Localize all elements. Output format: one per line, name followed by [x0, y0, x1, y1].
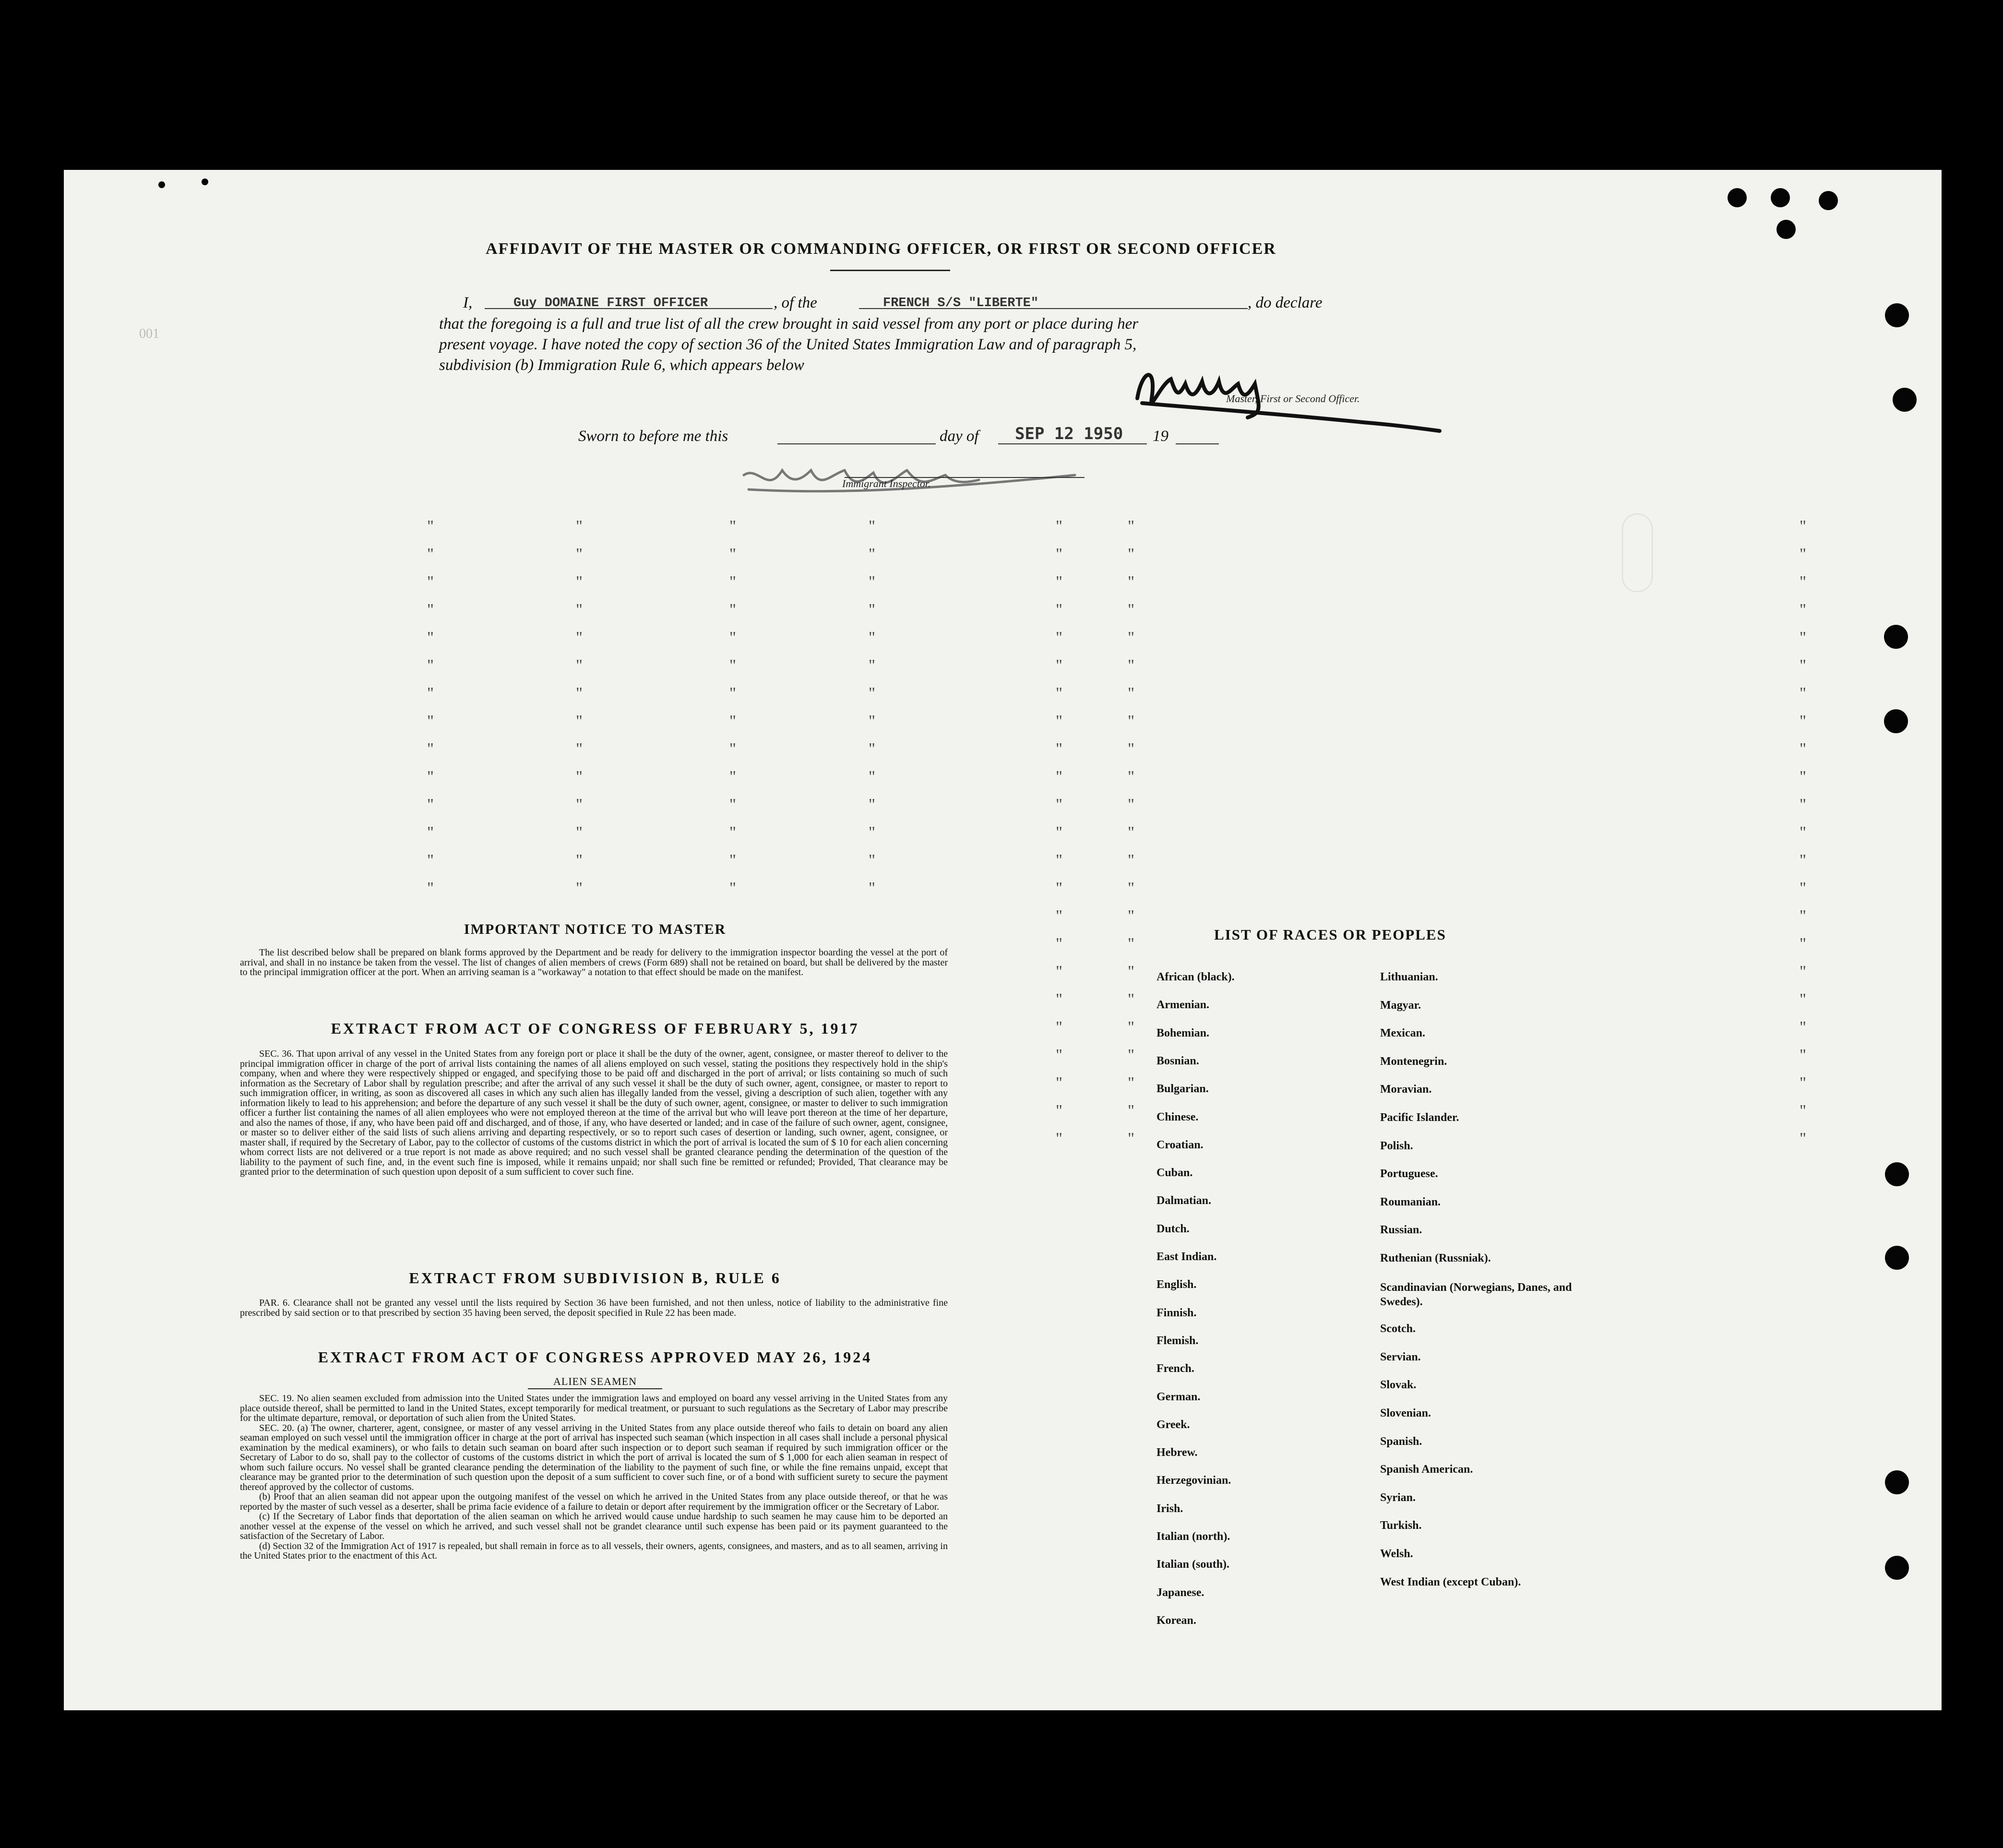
race-item: Pacific Islander. — [1380, 1111, 1459, 1124]
race-item: Hebrew. — [1156, 1446, 1198, 1459]
ditto-mark: " — [729, 879, 736, 897]
of-the-text: , of the — [774, 294, 817, 311]
ditto-mark: " — [427, 823, 434, 841]
race-item: Moravian. — [1380, 1083, 1432, 1096]
race-item: Italian (south). — [1156, 1558, 1230, 1571]
race-item: Spanish. — [1380, 1435, 1422, 1448]
ditto-mark: " — [1128, 768, 1134, 786]
ditto-mark: " — [576, 656, 583, 674]
ditto-mark: " — [1800, 1074, 1806, 1092]
ditto-mark: " — [1800, 1018, 1806, 1036]
race-item: Lithuanian. — [1380, 971, 1438, 983]
ditto-mark: " — [1800, 851, 1806, 869]
extract-rule6-title: EXTRACT FROM SUBDIVISION B, RULE 6 — [409, 1269, 781, 1287]
ditto-mark: " — [1800, 1046, 1806, 1064]
races-title: LIST OF RACES OR PEOPLES — [1214, 926, 1446, 943]
bleed-through-mark: 001 — [139, 326, 159, 341]
title-rule — [830, 270, 950, 271]
ditto-mark: " — [1056, 1102, 1062, 1120]
extract-1924-text: SEC. 19. No alien seamen excluded from admission into the United States under the immigration laws and employed on board any vessel arriving in the United States from any place outside thereof, shall be permitted to land in the United States, except temporarily for medical treatment, or pursuant to such regulations as the Secretary of Labor may prescribe for the ultimate departure, removal, or deportation of such alien from the United States. SEC. 20. (a) The owner, charterer, agent, consignee, or master of any vessel arriving in the United States from any place outside thereof who fails to detain on board any alien seaman employed on such vessel until the immigration officer in charge at the port of arrival has inspected such seaman (which inspection in all cases shall include a personal physical examination by the medical examiners), or who fails to detain such seaman on board after such inspection or to deport such seaman if required by such immigration officer or the Secretary of Labor to do so, shall pay to the collector of customs of the customs district in which the port of arrival is located the sum of $ 1,000 for each alien seaman in respect of whom such failure occurs. No vessel shall be granted clearance pending the determination of the liability to the payment of such fine, or while the fine remains unpaid, except that clearance may be granted prior to the determination of such question upon the deposit of a sum sufficient to cover such fine, or of a bond with sufficient surety to secure the payment thereof approved by the collector of customs. (b) Proof that an alien seaman did not appear upon the outgoing manifest of the vessel on which he arrived in the United States from any place outside thereof, or that he was reported by the master of such vessel as a deserter, shall be prima facie evidence of a failure to detain or deport after requirement by the immigration officer or the Secretary of Labor. (c) If the Secretary of Labor finds that deportation of the alien seaman on which he arrived would cause undue hardship to such seamen he may cause him to be deported an another vessel at the expense of the vessel on which he arrived, and such vessel shall not be grandet clearance until such expense has been paid or its payment guaranteed to the satisfaction of the Secretary of Labor. (d) Section 32 of the Immigration Act of 1917 is repealed, but shall remain in force as to all vessels, their owners, agents, consignees, and masters, and as to all seamen, arriving in the United States prior to the enactment of this Act. — [240, 1393, 948, 1561]
ditto-mark: " — [869, 656, 875, 674]
punch-hole — [1885, 303, 1909, 327]
ditto-mark: " — [1128, 1018, 1134, 1036]
race-item: Spanish American. — [1380, 1463, 1473, 1476]
sworn-text: Sworn to before me this — [578, 428, 728, 445]
race-item: Russian. — [1380, 1224, 1422, 1237]
ditto-mark: " — [1056, 907, 1062, 925]
ditto-mark: " — [1800, 907, 1806, 925]
subtitle-rule — [528, 1388, 662, 1389]
ditto-mark: " — [1800, 768, 1806, 786]
ditto-mark: " — [1800, 517, 1806, 535]
race-item: Finnish. — [1156, 1306, 1197, 1319]
ditto-mark: " — [869, 601, 875, 619]
ditto-mark: " — [729, 712, 736, 730]
race-item: Greek. — [1156, 1418, 1190, 1431]
ditto-mark: " — [729, 823, 736, 841]
ditto-mark: " — [576, 545, 583, 563]
ditto-mark: " — [1056, 601, 1062, 619]
ditto-mark: " — [1128, 1102, 1134, 1120]
ditto-mark: " — [869, 517, 875, 535]
ditto-mark: " — [576, 712, 583, 730]
race-item: Japanese. — [1156, 1586, 1204, 1599]
ditto-mark: " — [1056, 545, 1062, 563]
ditto-mark: " — [576, 879, 583, 897]
ditto-mark: " — [729, 851, 736, 869]
ditto-mark: " — [869, 740, 875, 758]
ditto-mark: " — [427, 684, 434, 702]
vessel-name: FRENCH S/S "LIBERTE" — [883, 296, 1039, 310]
ditto-mark: " — [869, 573, 875, 591]
ditto-mark: " — [1128, 573, 1134, 591]
race-item: Flemish. — [1156, 1334, 1199, 1347]
ditto-mark: " — [729, 629, 736, 646]
race-item: Scotch. — [1380, 1323, 1416, 1335]
ditto-mark: " — [427, 629, 434, 646]
ditto-mark: " — [427, 656, 434, 674]
race-item: Ruthenian (Russniak). — [1380, 1252, 1491, 1264]
ditto-mark: " — [1056, 796, 1062, 813]
extract-1917-title: EXTRACT FROM ACT OF CONGRESS OF FEBRUARY 5, 1917 — [331, 1020, 859, 1037]
ditto-mark: " — [576, 601, 583, 619]
ditto-mark: " — [1128, 601, 1134, 619]
race-item: Welsh. — [1380, 1548, 1413, 1560]
race-item: French. — [1156, 1362, 1194, 1375]
ditto-mark: " — [1128, 1046, 1134, 1064]
ditto-mark: " — [1056, 1074, 1062, 1092]
ditto-mark: " — [1056, 990, 1062, 1008]
day-fill-line — [777, 443, 936, 444]
ditto-mark: " — [1056, 935, 1062, 953]
ditto-mark: " — [869, 545, 875, 563]
race-item: Slovenian. — [1380, 1407, 1431, 1419]
ditto-mark: " — [1800, 990, 1806, 1008]
scan-speck — [158, 181, 165, 188]
race-item: Korean. — [1156, 1614, 1196, 1627]
ditto-mark: " — [576, 851, 583, 869]
extract-1917-text: SEC. 36. That upon arrival of any vessel in the United States from any foreign port or place it shall be the duty of the owner, agent, consignee, or master thereof to deliver to the principal immigration officer in charge of the port of arrival lists containing the names of all aliens employed on such vessel, stating the positions they respectively hold in the ship's company, when and where they were respectively shipped or engaged, and specifying those to be paid off and discharged in the port of arrival; or lists containing so much of such information as the Secretary of Labor shall by regulation prescribe; and after the arrival of any such vessel it shall be the duty of such owner, agent, consignee, or master to report to such immigration officer, in writing, as soon as discovered all cases in which any such alien has illegally landed from the vessel, giving a description of such alien, together with any information likely to lead to his apprehension; and before the departure of any such vessel it shall be the duty of such owner, agent, consignee, or master to deliver to such immigration officer a further list containing the names of all alien employees who were not employed thereon at the time of the arrival but who will leave port thereon at the time of her departure, and also the names of those, if any, who have been paid off and discharged, and of those, if any, who have deserted or landed; and in case of the failure of such owner, agent, consignee, or master so to deliver either of the said lists of such aliens arriving and departing respectively, or so to report such cases of desertion or landing, such owner, agent, consignee, or master shall, if required by the Secretary of Labor, pay to the collector of customs of the customs district in which the port of arrival is located the sum of $ 10 for each alien concerning whom correct lists are not delivered or a true report is not made as above required; and no such vessel shall be granted clearance pending the determination of the question of the liability to the payment of such fine, and, in the event such fine is imposed, while it remains unpaid; nor shall such fine be remitted or refunded; Provided, That clearance may be granted prior to the determination of such question upon deposit of a sum sufficient to cover such fine. — [240, 1049, 948, 1177]
ditto-mark: " — [729, 545, 736, 563]
officer-name: Guy DOMAINE FIRST OFFICER — [513, 296, 708, 310]
extract-1924-title: EXTRACT FROM ACT OF CONGRESS APPROVED MAY 26, 1924 — [318, 1348, 872, 1366]
ditto-mark: " — [1128, 935, 1134, 953]
ditto-mark: " — [869, 684, 875, 702]
ditto-mark: " — [869, 712, 875, 730]
ditto-mark: " — [1128, 545, 1134, 563]
ditto-mark: " — [1800, 796, 1806, 813]
ditto-mark: " — [729, 573, 736, 591]
ditto-mark: " — [427, 851, 434, 869]
ditto-mark: " — [576, 823, 583, 841]
race-item: Mexican. — [1380, 1027, 1425, 1040]
ditto-mark: " — [1800, 935, 1806, 953]
ditto-mark: " — [869, 796, 875, 813]
race-item: Syrian. — [1380, 1491, 1416, 1504]
ditto-mark: " — [1056, 1018, 1062, 1036]
race-item: Bulgarian. — [1156, 1083, 1209, 1096]
punch-hole — [1776, 220, 1796, 239]
ditto-mark: " — [1128, 796, 1134, 813]
notice-text: The list described below shall be prepared on blank forms approved by the Department and be ready for delivery to the immigration inspector boarding the vessel at the port of arrival, and shall in no instance be taken from the vessel. The list of changes of alien members of crews (Form 689) shall not be retained on board, but shall be delivered by the master to the principal immigration officer at the port. When an arriving seaman is a "workaway" a notation to that effect should be made on the manifest. — [240, 947, 948, 978]
ditto-mark: " — [1800, 712, 1806, 730]
race-item: Dalmatian. — [1156, 1194, 1211, 1207]
ditto-mark: " — [576, 684, 583, 702]
ditto-mark: " — [1056, 629, 1062, 646]
ditto-mark: " — [729, 796, 736, 813]
race-item: Slovak. — [1380, 1379, 1417, 1392]
ditto-mark: " — [427, 879, 434, 897]
officer-caption: Master, First or Second Officer. — [1226, 393, 1360, 405]
race-item: Armenian. — [1156, 999, 1209, 1012]
ditto-mark: " — [729, 768, 736, 786]
race-item: Dutch. — [1156, 1222, 1190, 1235]
ditto-mark: " — [576, 629, 583, 646]
affidavit-line-2: that the foregoing is a full and true list of all the crew brought in said vessel from any port or place during her — [439, 315, 1139, 333]
ditto-mark: " — [1056, 879, 1062, 897]
affidavit-line-1: I, — [463, 294, 473, 311]
ditto-mark: " — [1800, 1102, 1806, 1120]
notice-title: IMPORTANT NOTICE TO MASTER — [464, 921, 727, 937]
ditto-mark: " — [1128, 851, 1134, 869]
ditto-mark: " — [1128, 963, 1134, 980]
ditto-mark: " — [1056, 768, 1062, 786]
race-item: Herzegovinian. — [1156, 1474, 1231, 1487]
race-item: African (black). — [1156, 971, 1235, 983]
ditto-mark: " — [1056, 656, 1062, 674]
ditto-mark: " — [1800, 879, 1806, 897]
alien-seamen-subtitle: ALIEN SEAMEN — [553, 1375, 637, 1387]
race-item: West Indian (except Cuban). — [1380, 1575, 1521, 1588]
affidavit-title: AFFIDAVIT OF THE MASTER OR COMMANDING OFFICER, OR FIRST OR SECOND OFFICER — [486, 240, 1276, 258]
ditto-mark: " — [1800, 629, 1806, 646]
ditto-mark: " — [427, 740, 434, 758]
race-item: Italian (north). — [1156, 1530, 1230, 1543]
ditto-mark: " — [1056, 712, 1062, 730]
ditto-mark: " — [729, 601, 736, 619]
ditto-mark: " — [1128, 684, 1134, 702]
ditto-mark: " — [1128, 656, 1134, 674]
race-item: East Indian. — [1156, 1251, 1217, 1263]
ditto-mark: " — [729, 656, 736, 674]
ditto-mark: " — [1800, 963, 1806, 980]
ditto-mark: " — [427, 768, 434, 786]
punch-hole — [1884, 709, 1908, 733]
ditto-mark: " — [427, 517, 434, 535]
ditto-mark: " — [1056, 517, 1062, 535]
date-stamp: SEP 12 1950 — [1015, 424, 1123, 443]
ditto-mark: " — [1128, 629, 1134, 646]
ditto-mark: " — [1128, 1130, 1134, 1147]
race-item: Servian. — [1380, 1350, 1421, 1363]
ditto-mark: " — [1128, 990, 1134, 1008]
punch-hole — [1885, 1162, 1909, 1186]
ditto-mark: " — [1128, 879, 1134, 897]
ditto-mark: " — [1800, 823, 1806, 841]
ditto-mark: " — [1056, 1046, 1062, 1064]
day-of-text: day of — [940, 428, 979, 445]
ditto-mark: " — [1128, 1074, 1134, 1092]
race-item: Chinese. — [1156, 1110, 1199, 1123]
punch-hole — [1819, 191, 1838, 210]
ditto-mark: " — [869, 629, 875, 646]
ditto-mark: " — [1800, 740, 1806, 758]
ditto-mark: " — [1056, 823, 1062, 841]
race-item: Bosnian. — [1156, 1054, 1199, 1067]
ditto-mark: " — [1800, 545, 1806, 563]
ditto-mark: " — [1128, 823, 1134, 841]
ditto-mark: " — [427, 712, 434, 730]
ditto-mark: " — [576, 517, 583, 535]
ditto-mark: " — [1800, 573, 1806, 591]
scan-speck — [202, 179, 208, 185]
race-item: Croatian. — [1156, 1138, 1204, 1151]
punch-hole — [1885, 1556, 1909, 1580]
ditto-mark: " — [576, 573, 583, 591]
ditto-mark: " — [729, 740, 736, 758]
race-item: Bohemian. — [1156, 1026, 1210, 1039]
ditto-mark: " — [427, 545, 434, 563]
race-item: Cuban. — [1156, 1167, 1193, 1180]
inspector-caption: Immigrant Inspector. — [842, 477, 931, 489]
ditto-mark: " — [869, 879, 875, 897]
ditto-mark: " — [1800, 1130, 1806, 1147]
ditto-mark: " — [1128, 907, 1134, 925]
ditto-mark: " — [1056, 1130, 1062, 1147]
ditto-mark: " — [869, 823, 875, 841]
race-item: Roumanian. — [1380, 1195, 1441, 1208]
ditto-mark: " — [729, 517, 736, 535]
ditto-mark: " — [1128, 517, 1134, 535]
ditto-mark: " — [729, 684, 736, 702]
punch-hole — [1885, 1246, 1909, 1270]
ditto-mark: " — [576, 740, 583, 758]
year-fill-line — [1176, 443, 1219, 444]
year-prefix: 19 — [1153, 428, 1168, 445]
punch-hole — [1885, 1470, 1909, 1494]
punch-hole — [1771, 188, 1790, 207]
race-item: Magyar. — [1380, 999, 1421, 1012]
month-fill-line — [998, 443, 1147, 444]
race-item: Polish. — [1380, 1139, 1413, 1152]
race-item: Turkish. — [1380, 1519, 1422, 1532]
race-item: Portuguese. — [1380, 1168, 1438, 1180]
ditto-mark: " — [869, 851, 875, 869]
ditto-mark: " — [427, 796, 434, 813]
race-item: English. — [1156, 1278, 1197, 1291]
ditto-mark: " — [576, 796, 583, 813]
punch-hole — [1728, 188, 1747, 207]
ditto-mark: " — [427, 573, 434, 591]
ditto-mark: " — [1056, 740, 1062, 758]
race-item: Scandinavian (Norwegians, Danes, and Swedes). — [1380, 1281, 1572, 1308]
ditto-mark: " — [1056, 851, 1062, 869]
punch-hole — [1884, 625, 1908, 649]
bleed-through-stamp — [1622, 513, 1653, 592]
ditto-mark: " — [1128, 740, 1134, 758]
do-declare-text: , do declare — [1248, 294, 1323, 311]
extract-rule6-text: PAR. 6. Clearance shall not be granted any vessel until the lists required by Section 36 have been furnished, and not then unless, notice of liability to the administrative fine prescribed by said section or to that prescribed by section 35 having been served, the deposit specified in Rule 22 has been made. — [240, 1298, 948, 1318]
ditto-mark: " — [1800, 656, 1806, 674]
ditto-mark: " — [1056, 684, 1062, 702]
ditto-mark: " — [1800, 684, 1806, 702]
ditto-mark: " — [576, 768, 583, 786]
ditto-mark: " — [1056, 963, 1062, 980]
ditto-mark: " — [869, 768, 875, 786]
affidavit-line-4: subdivision (b) Immigration Rule 6, which appears below — [439, 357, 804, 374]
ditto-mark: " — [1128, 712, 1134, 730]
ditto-mark: " — [1056, 573, 1062, 591]
punch-hole — [1893, 388, 1917, 412]
affidavit-line-3: present voyage. I have noted the copy of section 36 of the United States Immigration Law and of paragraph 5, — [439, 336, 1137, 353]
ditto-mark: " — [1800, 601, 1806, 619]
ditto-mark: " — [427, 601, 434, 619]
race-item: Montenegrin. — [1380, 1055, 1447, 1068]
race-item: German. — [1156, 1390, 1201, 1403]
race-item: Irish. — [1156, 1502, 1183, 1515]
